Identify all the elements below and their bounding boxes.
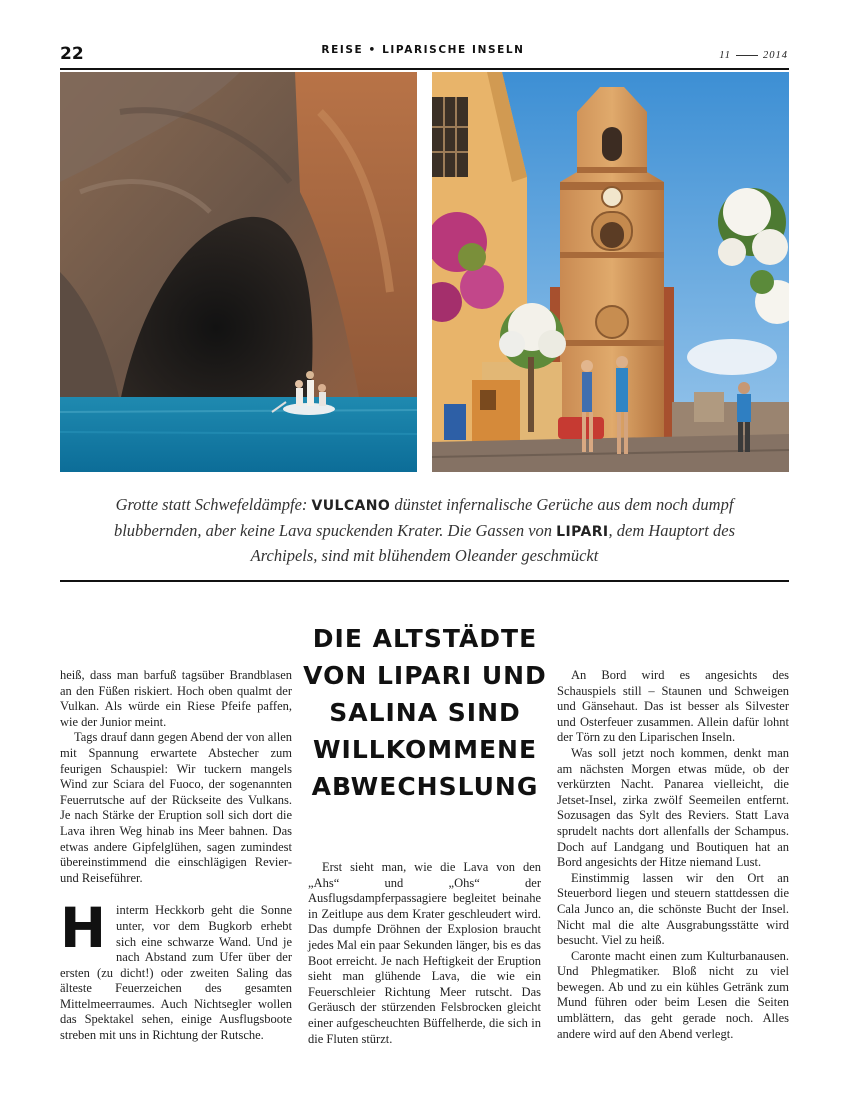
caption-text-2: dünstet infernalische Gerüche aus dem noch dumpf blubbernden, aber keine Lava spuckenden Krater. Die Gassen von bbox=[113, 495, 734, 540]
left-paragraph-2: Tags drauf dann gegen Abend der von allen mit Spannung erwartete Abstecher zum feurigen Schauspiel: Wir tuckern mangels Wind zur Sciara del Fuoco, der sogenannten Feuerrutsche auf der Rückseite des Vulkans. Je nach Stärke der Eruption soll sich dort die Lava ihren Weg hinab ins Meer bahnen. Das etwas andere Gipfelglühen, sagen zumindest übereinstimmend die einschlägigen Revier- und Reiseführer. bbox=[60, 730, 292, 885]
photo-bell-tower bbox=[432, 72, 789, 472]
page-number: 22 bbox=[60, 44, 84, 64]
issue-date bbox=[719, 50, 788, 61]
article-headline: DIE ALTSTÄDTE VON LIPARI UND SALINA SIND WILLKOMMENE ABWECHSLUNG bbox=[303, 624, 547, 801]
right-paragraph-2: Was soll jetzt noch kommen, denkt man am nächsten Morgen etwas müde, ob der verkürzten Nacht. Panarea vielleicht, die Jetset-Insel, zirka zwölf Seemeilen entfernt. Sozusagen das Sylt des Reviers. Statt Lava sprudelt nachts dort allenfalls der Schampus. Doch auf Landgang und Boutiquen hat an Bord angesichts der Hitze niemand Lust. bbox=[557, 745, 789, 870]
issue-month: 11 bbox=[719, 50, 731, 61]
drop-cap: H bbox=[60, 896, 107, 961]
column-right bbox=[557, 668, 789, 1042]
right-paragraph-3: Einstimmig lassen wir den Ort an Steuerbord liegen und steuern stattdessen die Cala Junco an, die schönste Bucht der Insel. Nicht mal die alte Ausgrabungsstätte wird besucht. Viel zu heiß. bbox=[557, 870, 789, 948]
issue-year: 2014 bbox=[763, 50, 788, 61]
header-rule bbox=[60, 68, 789, 70]
left-paragraph-3-text: interm Heckkorb geht die Sonne unter, vor dem Bugkorb erhebt sich eine schwarze Wand. Und je nach Abstand zum Ufer über der ersten (zu dicht!) oder zweiten Saling das älteste Feuerzeichen des gesamten Mittelmeerraumes. Auch Nichtsegler wollen das Spektakel sehen, einige Ausflugsboote streben mit uns in Richtung der Rutsche. bbox=[60, 903, 292, 1043]
column-middle bbox=[308, 860, 541, 1047]
issue-divider bbox=[736, 55, 758, 56]
column-left bbox=[60, 668, 292, 1044]
section-title: REISE • LIPARISCHE INSELN bbox=[321, 44, 525, 56]
left-paragraph-3 bbox=[60, 896, 292, 1043]
caption-text-1: Grotte statt Schwefeldämpfe: bbox=[115, 495, 312, 514]
left-paragraph-1: heiß, dass man barfuß tagsüber Brandblasen an den Füßen riskiert. Hoch oben qualmt der Vulkan. Als würde ein Riese Pfeife paffen, wie der Junior meint. bbox=[60, 668, 292, 729]
caption-text-3: , dem Hauptort des Archipels, sind mit blühendem Oleander geschmückt bbox=[250, 520, 736, 565]
right-paragraph-1: An Bord wird es angesichts des Schauspiels still – Staunen und Schweigen und Gänsehaut. Das ist besser als Silvester und Osterfeuer zusammen. Allein dafür lohnt der Törn zu den Liparischen Inseln. bbox=[557, 668, 789, 745]
photo-caption bbox=[92, 493, 757, 568]
right-paragraph-4: Caronte macht einen zum Kulturbanausen. Und Phlegmatiker. Bloß nicht zu viel bewegen. Ab und zu ein kühles Getränk zum Mund führen oder beim Lesen die Seiten umblättern, das geht gerade noch. Alles andere wird auf den Abend verlegt. bbox=[557, 948, 789, 1041]
caption-keyword-vulcano: VULCANO bbox=[311, 498, 391, 514]
photo-sea-cave bbox=[60, 72, 417, 472]
caption-rule bbox=[60, 580, 789, 582]
middle-paragraph-1: Erst sieht man, wie die Lava von den „Ahs“ und „Ohs“ der Ausflugsdampferpassagiere begleitet beinahe in Zeitlupe aus dem Krater geschleudert wird. Das dumpfe Dröhnen der Explosion braucht jedes Mal ein paar Sekunden länger, bis es das Boot erreicht. Je nach Heftigkeit der Eruption sieht man glühende Lava, die wie ein Feuerschleier Richtung Meer rutscht. Das Geräusch der stürzenden Felsbrocken gleicht einer aufgescheuchten Büffelherde, die sich in die Fluten stürzt. bbox=[308, 860, 541, 1046]
caption-keyword-lipari: LIPARI bbox=[556, 523, 609, 540]
